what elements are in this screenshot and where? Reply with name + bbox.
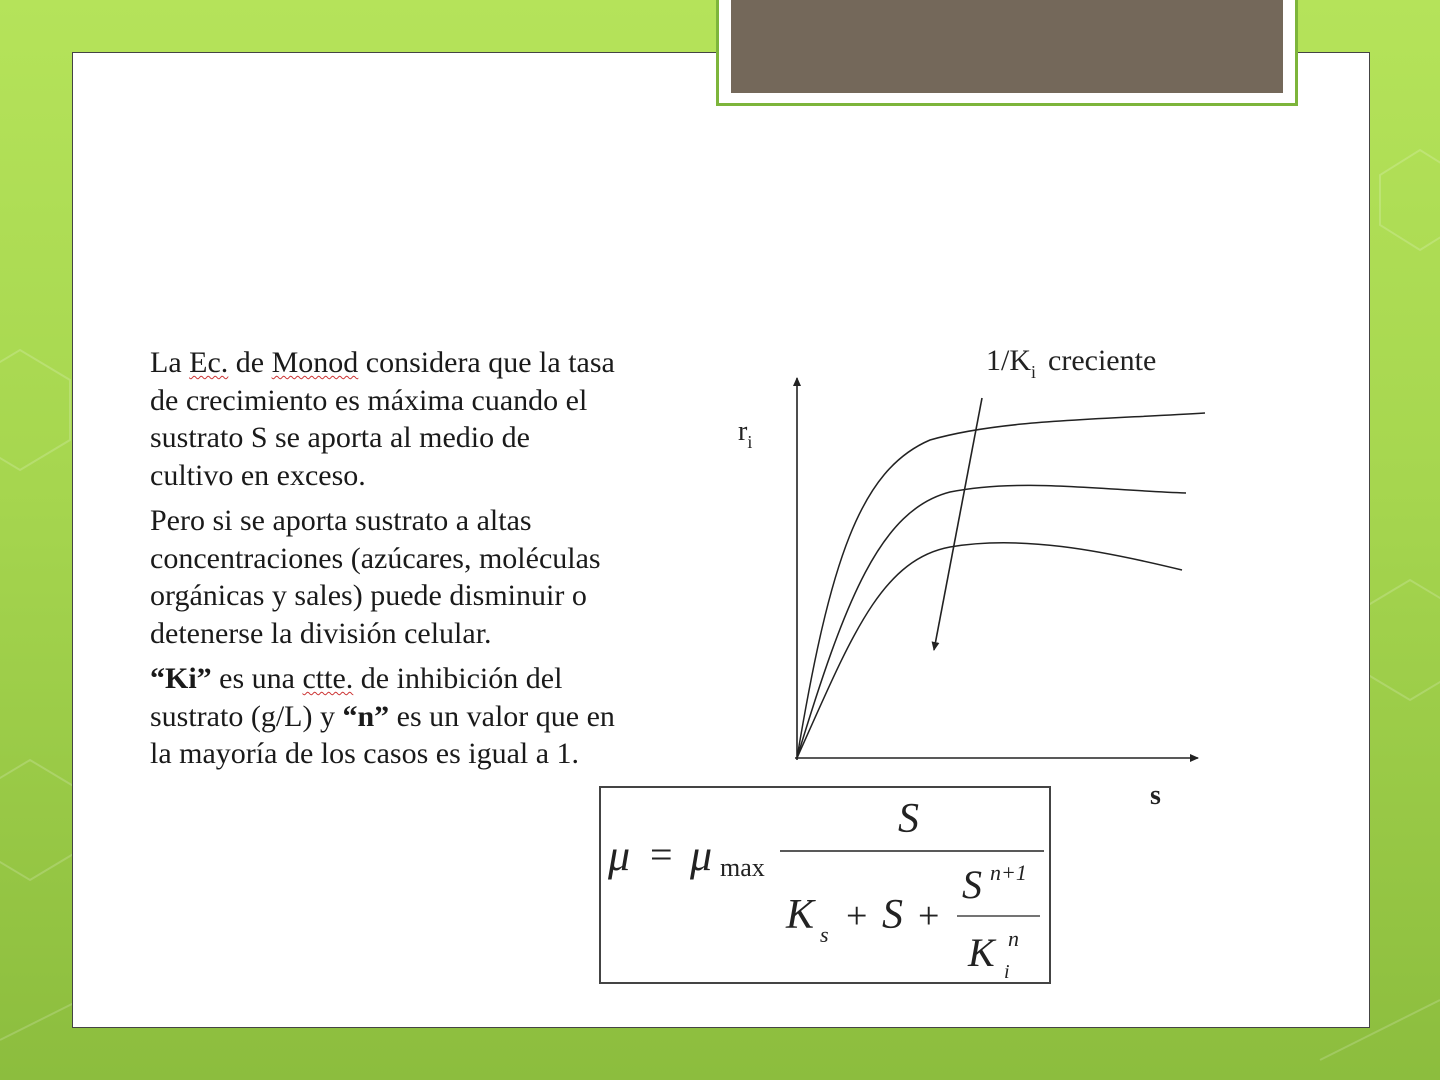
formula-ki-sup: n [1008, 926, 1019, 951]
formula-ks: K [786, 892, 815, 938]
text-run: de inhibición del sustrato (g/L) y [150, 662, 563, 733]
formula-s-pow: S [962, 862, 982, 907]
formula-pow: n+1 [990, 860, 1027, 885]
text-run: Pero si se aporta sustrato a altas concentraciones (azúcares, moléculas orgánicas y sales) puede disminuir o detenerse la división celular. [150, 504, 601, 650]
formula-mu: μ [608, 831, 631, 880]
text-run: es un valor que en la mayoría de los casos es igual a 1. [150, 699, 615, 770]
formula-ki-sub: i [1004, 961, 1010, 983]
text-run: de [228, 346, 272, 379]
text-run: es una [211, 662, 303, 695]
text-run-ctte: ctte. [302, 662, 354, 695]
arrow-label: $1/K_i$ creciente [986, 344, 1157, 382]
text-run-ec: Ec. [189, 346, 229, 379]
text-run: considera que la tasa de crecimiento es máxima cuando el sustrato S se aporta al medio de cultivo en exceso. [150, 346, 615, 492]
n-term: n [357, 699, 375, 733]
formula-ks-sub: s [820, 922, 829, 947]
formula-plus-1: + [846, 895, 868, 937]
formula-plus-2: + [918, 895, 940, 937]
formula-equals: = [650, 832, 673, 877]
formula-ki: K [968, 930, 995, 975]
quote-mark: “ [342, 699, 358, 733]
formula-s: S [882, 892, 903, 938]
ki-term: Ki [165, 662, 197, 695]
x-axis-label: s [1150, 780, 1161, 811]
quote-mark: ” [374, 699, 390, 733]
formula-mu-max: μ [690, 831, 713, 880]
formula-max-sub: max [720, 853, 765, 882]
text-run: La [150, 346, 190, 379]
quote-mark: ” [196, 662, 212, 695]
y-axis-label: $r_i$ [738, 416, 753, 452]
text-run-monod: Monod [271, 346, 359, 379]
quote-mark: “ [150, 662, 165, 695]
formula-numerator: S [898, 796, 919, 842]
